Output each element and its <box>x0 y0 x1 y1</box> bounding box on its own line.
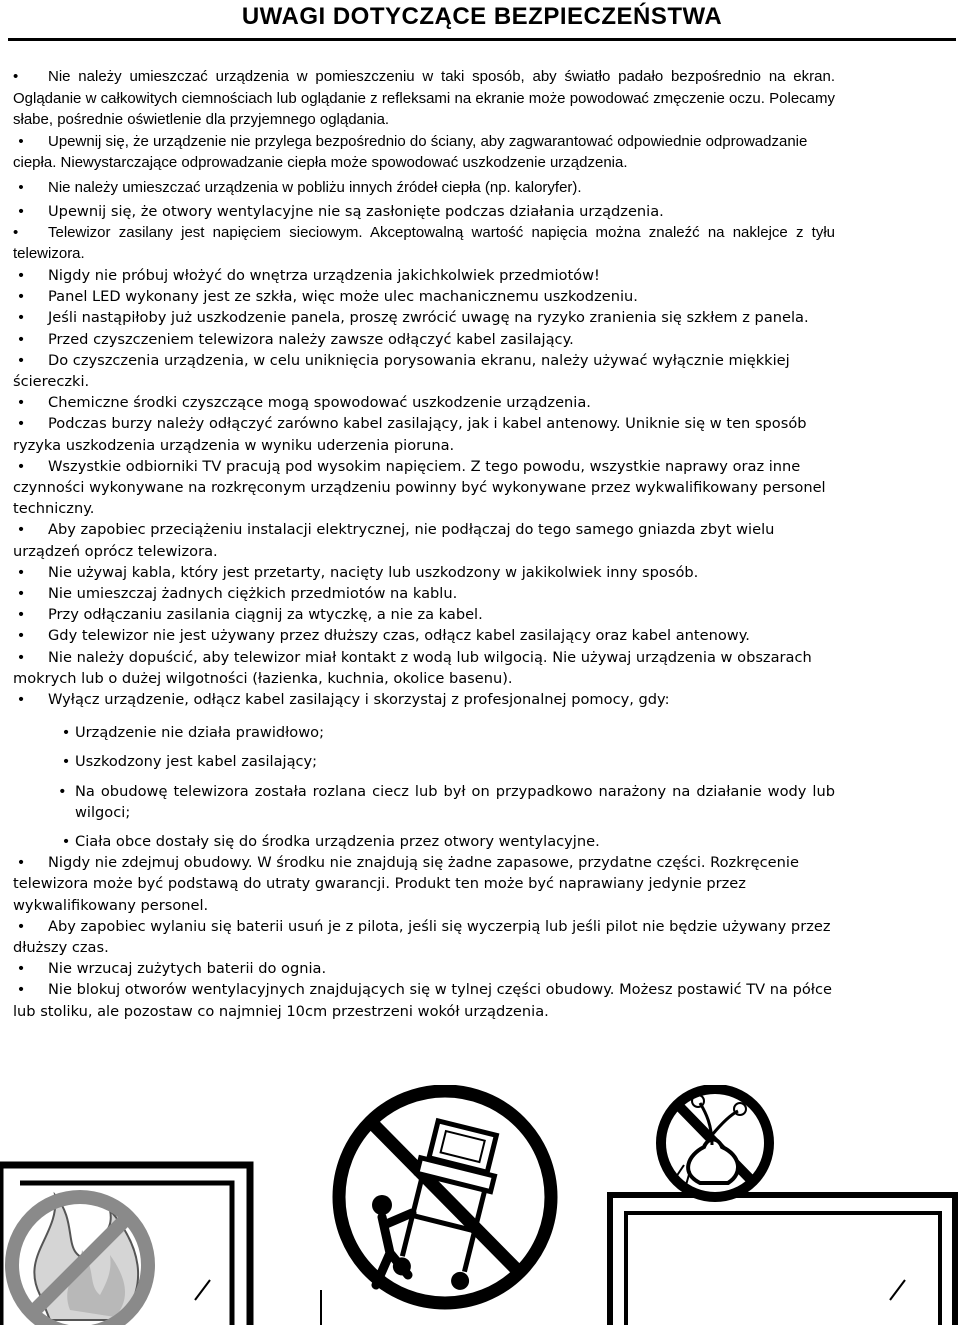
bullet: • <box>16 648 26 666</box>
page-title: UWAGI DOTYCZĄCE BEZPIECZEŃSTWA <box>241 3 723 30</box>
list-item-text: Wyłącz urządzenie, odłącz kabel zasilający i skorzystaj z profesjonalnej pomocy, gdy: <box>48 691 670 709</box>
no-vase-icon <box>600 1085 960 1325</box>
list-item-text: Nie używaj kabla, który jest przetarty, nacięty lub uszkodzony w jakikolwiek inny sposób. <box>48 563 699 581</box>
sub-list-item <box>58 781 835 823</box>
list-item-text: Nigdy nie zdejmuj obudowy. W środku nie znajdują się żadne zapasowe, przydatne części. Rozkręcenie telewizora może być podstawą do utraty gwarancji. Produkt ten może być naprawiany jedynie przez wykwalifikowany personel. <box>13 854 799 914</box>
list-item <box>13 177 835 199</box>
bullet: • <box>18 132 24 150</box>
bullet: • <box>13 223 19 241</box>
list-item-text: Nie należy umieszczać urządzenia w pomieszczeniu w taki sposób, aby światło padało bezpośrednio na ekran. Oglądanie w całkowitych ciemnościach lub oglądanie z refleksami na ekranie może powodować zmęczenie oczu. Polecamy słabe, pośrednie oświetlenie dla przyjemnego oglądania. <box>13 68 835 129</box>
list-item <box>13 852 835 916</box>
list-item <box>13 392 835 413</box>
list-item <box>13 307 835 328</box>
sub-list-item <box>61 722 835 743</box>
bullet: • <box>61 724 71 742</box>
list-item <box>13 958 835 979</box>
bullet: • <box>16 606 26 624</box>
list-item-text: Nie należy dopuścić, aby telewizor miał kontakt z wodą lub wilgocią. Nie używaj urządzenia w obszarach mokrych lub o dużej wilgotności (łazienka, kuchnia, okolice basenu). <box>13 648 812 687</box>
bullet: • <box>16 394 26 412</box>
bullet: • <box>16 330 26 348</box>
header <box>8 0 956 41</box>
bullet: • <box>16 691 26 709</box>
bullet: • <box>16 854 26 872</box>
list-item-text: Do czyszczenia urządzenia, w celu uniknięcia porysowania ekranu, należy używać wyłącznie miękkiej ściereczki. <box>13 351 790 390</box>
list-item-text: Nigdy nie próbuj włożyć do wnętrza urządzenia jakichkolwiek przedmiotów! <box>48 266 600 284</box>
list-item <box>13 689 835 710</box>
list-item-text: Nie należy umieszczać urządzenia w pobliżu innych źródeł ciepła (np. kaloryfer). <box>48 178 582 196</box>
list-item-text: Telewizor zasilany jest napięciem sieciowym. Akceptowalną wartość napięcia można znaleźć na naklejce z tyłu telewizora. <box>13 223 835 263</box>
list-item <box>13 201 835 222</box>
bullet: • <box>18 178 24 196</box>
bullet: • <box>16 457 26 475</box>
list-item-text: Jeśli nastąpiłoby już uszkodzenie panela, proszę zwrócić uwagę na ryzyko zranienia się szkłem z panela. <box>48 309 809 327</box>
bullet: • <box>16 415 26 433</box>
sub-item-text: Na obudowę telewizora została rozlana ciecz lub był on przypadkowo narażony na działanie wody lub wilgoci; <box>75 782 835 821</box>
list-item-text: Przy odłączaniu zasilania ciągnij za wtyczkę, a nie za kabel. <box>48 606 483 624</box>
list-item <box>13 979 835 1021</box>
list-item-text: Nie blokuj otworów wentylacyjnych znajdujących się w tylnej części obudowy. Możesz postawić TV na półce lub stoliku, ale pozostaw co najmniej 10cm przestrzeni wokół urządzenia. <box>13 981 832 1020</box>
list-item <box>13 519 835 561</box>
list-item-text: Upewnij się, że otwory wentylacyjne nie są zasłonięte podczas działania urządzenia. <box>48 202 664 220</box>
sub-list-item <box>61 751 835 772</box>
bullet: • <box>16 266 26 284</box>
list-item <box>13 350 835 392</box>
bullet: • <box>16 585 26 602</box>
warning-pictograms <box>0 1085 960 1325</box>
bullet: • <box>61 753 71 771</box>
bullet: • <box>16 521 26 539</box>
safety-list <box>13 66 835 1022</box>
list-item-text: Przed czyszczeniem telewizora należy zawsze odłączyć kabel zasilający. <box>48 330 574 348</box>
bullet: • <box>16 288 26 306</box>
no-fire-icon <box>0 1085 320 1325</box>
sub-item-text: Urządzenie nie działa prawidłowo; <box>75 724 324 742</box>
sub-list-item <box>61 831 835 852</box>
bullet: • <box>16 917 26 935</box>
list-item <box>13 66 835 131</box>
bullet: • <box>16 309 26 327</box>
list-item-text: Panel LED wykonany jest ze szkła, więc może ulec machanicznemu uszkodzeniu. <box>48 288 638 306</box>
list-item <box>13 413 835 455</box>
bullet: • <box>16 960 26 978</box>
list-item <box>13 265 835 286</box>
list-item-text: Chemiczne środki czyszczące mogą spowodować uszkodzenie urządzenia. <box>48 394 591 412</box>
bullet: • <box>16 351 26 369</box>
sub-item-text: Uszkodzony jest kabel zasilający; <box>75 753 318 771</box>
bullet: • <box>58 782 67 800</box>
list-item-text: Gdy telewizor nie jest używany przez dłuższy czas, odłącz kabel zasilający oraz kabel antenowy. <box>48 627 750 645</box>
bullet: • <box>61 833 71 851</box>
list-item <box>13 286 835 307</box>
list-item <box>13 604 835 625</box>
no-cart-icon <box>320 1085 620 1325</box>
list-item-text: Nie wrzucaj zużytych baterii do ognia. <box>48 960 327 978</box>
list-item <box>13 647 835 689</box>
sub-item-text: Ciała obce dostały się do środka urządzenia przez otwory wentylacyjne. <box>75 833 600 851</box>
bullet: • <box>16 627 26 645</box>
list-item <box>13 625 835 646</box>
bullet: • <box>16 202 26 220</box>
list-item <box>13 131 835 174</box>
list-item <box>13 583 835 604</box>
bullet: • <box>16 563 26 581</box>
list-item-text: Aby zapobiec przeciążeniu instalacji elektrycznej, nie podłączaj do tego samego gniazda zbyt wielu urządzeń oprócz telewizora. <box>13 521 775 560</box>
list-item <box>13 456 835 520</box>
list-item-text: Upewnij się, że urządzenie nie przylega bezpośrednio do ściany, aby zagwarantować odpowiednie odprowadzanie ciepła. Niewystarczające odprowadzanie ciepła może spowodować uszkodzenie urządzenia. <box>13 132 808 172</box>
list-item <box>13 222 835 265</box>
list-item-text: Wszystkie odbiorniki TV pracują pod wysokim napięciem. Z tego powodu, wszystkie naprawy oraz inne czynności wykonywane na rozkręconym urządzeniu powinny być wykonywane przez wykwalifikowany personel techniczny. <box>13 457 826 518</box>
bullet: • <box>13 68 19 85</box>
list-item-text: Aby zapobiec wylaniu się baterii usuń je z pilota, jeśli się wyczerpią lub jeśli pilot nie będzie używany przez dłuższy czas. <box>13 917 831 957</box>
list-item-text: Podczas burzy należy odłączyć zarówno kabel zasilający, jak i kabel antenowy. Uniknie się w ten sposób ryzyka uszkodzenia urządzenia w wyniku uderzenia pioruna. <box>13 415 807 454</box>
bullet: • <box>16 981 26 999</box>
list-item <box>13 916 835 958</box>
list-item-text: Nie umieszczaj żadnych ciężkich przedmiotów na kablu. <box>48 585 458 602</box>
list-item <box>13 329 835 350</box>
list-item <box>13 562 835 583</box>
